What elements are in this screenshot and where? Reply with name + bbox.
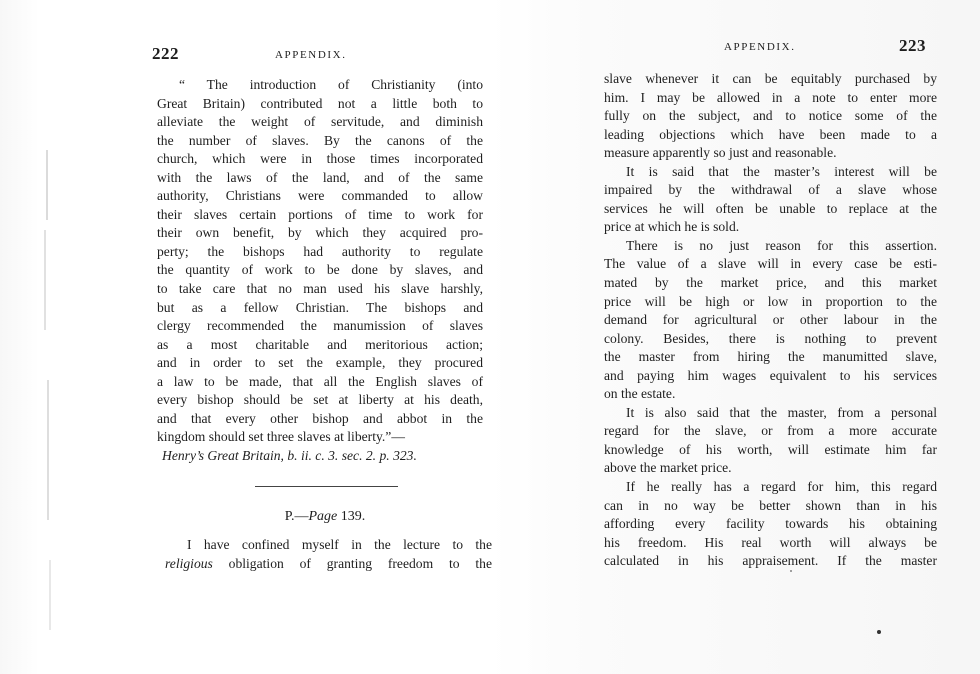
text-line: can in no way be better shown than in his (604, 497, 937, 513)
note-body: I have confined myself in the lecture to the religious obligation of granting freedom to the (165, 536, 492, 573)
quote-line: church, which were in those times incorporated (157, 151, 483, 167)
text-line: price will be high or low in proportion to the (604, 293, 937, 309)
text-line: There is no just reason for this assertion. (626, 237, 937, 253)
text-line: regard for the slave, or from a more accurate (604, 423, 937, 439)
paragraph (604, 237, 937, 404)
right-page (560, 0, 980, 674)
text-line: knowledge of his worth, will estimate him far (604, 441, 937, 457)
quote-line: with the laws of the land, and of the same (157, 169, 483, 185)
paragraph (604, 478, 937, 571)
paragraph (604, 163, 937, 237)
page-number: 222 (152, 44, 179, 63)
text-line: slave whenever it can be equitably purchased by (604, 71, 937, 86)
text-line: colony. Besides, there is nothing to prevent (604, 330, 937, 346)
text-line: price at which he is sold. (604, 219, 740, 235)
quote-line: a law to be made, that all the English slaves of (157, 373, 483, 389)
quote-line: “ The introduction of Christianity (into (179, 77, 483, 92)
text-line: and paying him wages equivalent to his services (604, 367, 937, 383)
print-speck (877, 630, 881, 634)
text-line: demand for agricultural or other labour in the (604, 312, 937, 328)
citation: Henry’s Great Britain, b. ii. c. 3. sec. 2. p. 323. (162, 448, 417, 463)
quote-line: their slaves certain portions of time to work for (157, 206, 483, 222)
text-line: The value of a slave will in every case be esti- (604, 256, 937, 272)
quote-line: and in order to set the example, they procured (157, 355, 483, 371)
text-line: affording every facility towards his obtaining (604, 516, 937, 532)
paragraph (604, 70, 937, 163)
text-line: It is said that the master’s interest will be (626, 163, 937, 179)
text-line: mated by the market price, and this market (604, 275, 937, 291)
text-line: fully on the subject, and to notice some of the (604, 108, 937, 124)
text-line: If he really has a regard for him, this regard (626, 479, 937, 495)
quote-line: the quantity of work to be done by slaves, and (157, 262, 483, 278)
quote-line: the number of slaves. By the canons of the (157, 132, 483, 148)
text-line: him. I may be allowed in a note to enter more (604, 89, 937, 105)
quote-line: alleviate the weight of servitude, and diminish (157, 114, 483, 130)
quote-line: as a most charitable and meritorious action; (157, 336, 483, 352)
section-divider (255, 486, 398, 487)
text-line: measure apparently so just and reasonable. (604, 145, 837, 161)
text-line: services he will often be unable to replace at the (604, 200, 937, 216)
quote-line: authority, Christians were commanded to allow (157, 188, 483, 204)
quote-line: clergy recommended the manumission of slaves (157, 318, 483, 334)
running-head: APPENDIX. (724, 41, 796, 53)
page-number: 223 (899, 36, 926, 55)
text-line: It is also said that the master, from a personal (626, 404, 937, 420)
note-line-2: religious obligation of granting freedom to the (165, 555, 492, 571)
body-text (604, 70, 937, 571)
print-speck (790, 570, 792, 572)
text-line: the master from hiring the manumitted slave, (604, 349, 937, 365)
text-line: impaired by the withdrawal of a slave whose (604, 182, 937, 198)
text-line: leading objections which have been made to a (604, 126, 937, 142)
quote-line: kingdom should set three slaves at liberty.”— (157, 429, 405, 445)
paragraph (604, 404, 937, 478)
running-head: APPENDIX. (275, 49, 347, 61)
quote-line: but as a fellow Christian. The bishops and (157, 299, 483, 315)
quote-line: to take care that no man used his slave harshly, (157, 281, 483, 297)
quote-block (157, 76, 483, 447)
note-heading: P.—Page 139. (284, 509, 366, 524)
quote-line: perty; the bishops had authority to regulate (157, 243, 483, 259)
text-line: above the market price. (604, 460, 732, 476)
quote-line: their own benefit, by which they acquired pro- (157, 225, 483, 241)
text-line: on the estate. (604, 386, 676, 402)
quote-line: Great Britain) contributed not a little both to (157, 95, 483, 111)
text-line: calculated in his appraisement. If the master (604, 553, 937, 569)
text-line: his freedom. His real worth will always be (604, 534, 937, 550)
quote-line: and that every other bishop and abbot in the (157, 410, 483, 426)
quote-line: every bishop should be set at liberty at his death, (157, 392, 483, 408)
